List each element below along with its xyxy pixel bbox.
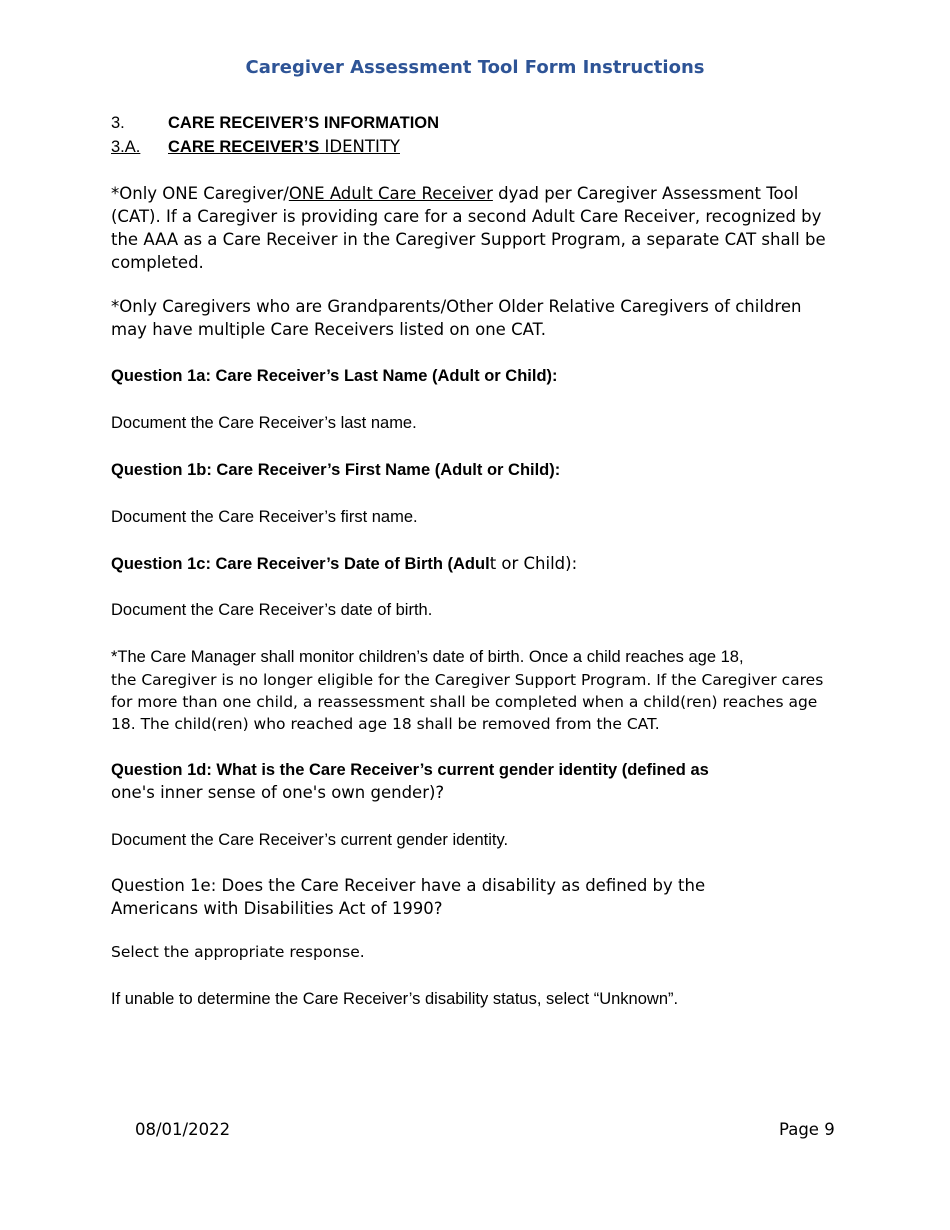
- question-1e-heading: Question 1e: Does the Care Receiver have a disability as defined by the Americans with Disabilities Act of 1990?: [111, 876, 706, 918]
- question-1d-heading-rest: one's inner sense of one's own gender)?: [111, 783, 445, 802]
- question-1c-heading: [111, 554, 577, 574]
- question-1c-note-rest: the Caregiver is no longer eligible for the Caregiver Support Program. If the Caregiver cares for more than one child, a reassessment shall be completed when a child(ren) reaches age 18. The child(ren) who reached age 18 shall be removed from the CAT.: [111, 671, 824, 733]
- footer-page-number: Page 9: [779, 1120, 835, 1139]
- question-1d-heading: Question 1d: What is the Care Receiver’s current gender identity (defined as: [111, 761, 709, 779]
- question-1b-heading: Question 1b: Care Receiver’s First Name (Adult or Child):: [111, 461, 561, 479]
- note-asterisk: *: [111, 184, 120, 203]
- question-1c-heading-rest: t or Child):: [489, 554, 578, 573]
- subsection-title-bold: CARE RECEIVER’S: [168, 138, 320, 156]
- footer-date: 08/01/2022: [135, 1120, 231, 1139]
- question-1e-note: If unable to determine the Care Receiver’s disability status, select “Unknown”.: [111, 990, 679, 1008]
- section-title: CARE RECEIVER’S INFORMATION: [168, 114, 440, 132]
- subsection-heading: [111, 137, 140, 157]
- question-1a-heading: Question 1a: Care Receiver’s Last Name (Adult or Child):: [111, 367, 558, 385]
- question-1c-instruction: Document the Care Receiver’s date of birth.: [111, 601, 433, 619]
- question-1d-instruction: Document the Care Receiver’s current gender identity.: [111, 831, 509, 849]
- note-underlined: ONE Adult Care Receiver: [288, 184, 493, 203]
- note-single-dyad: [111, 182, 841, 274]
- page-title: Caregiver Assessment Tool Form Instructions: [245, 57, 705, 78]
- question-1e-instruction: Select the appropriate response.: [111, 943, 365, 961]
- question-1c-note-first-line: *The Care Manager shall monitor children’s date of birth. Once a child reaches age 18,: [111, 648, 744, 666]
- subsection-title-rest: IDENTITY: [324, 137, 400, 156]
- section-number: 3.: [111, 114, 125, 132]
- question-1a-instruction: Document the Care Receiver’s last name.: [111, 414, 417, 432]
- question-1b-instruction: Document the Care Receiver’s first name.: [111, 508, 418, 526]
- note-rest: dyad per Caregiver Assessment Tool (CAT). If a Caregiver is providing care for a second Adult Care Receiver, recognized by the AAA as a Care Receiver in the Caregiver Support Program, a separate CAT shall be completed.: [111, 184, 826, 272]
- question-1c-heading-bold: Question 1c: Care Receiver’s Date of Birth (Adul: [111, 555, 490, 573]
- note-lead: Only ONE Caregiver/: [119, 184, 289, 203]
- subsection-title: [168, 137, 400, 157]
- note-multiple-receivers: *Only Caregivers who are Grandparents/Other Older Relative Caregivers of children may have multiple Care Receivers listed on one CAT.: [111, 297, 802, 339]
- subsection-number: 3.A.: [111, 138, 141, 156]
